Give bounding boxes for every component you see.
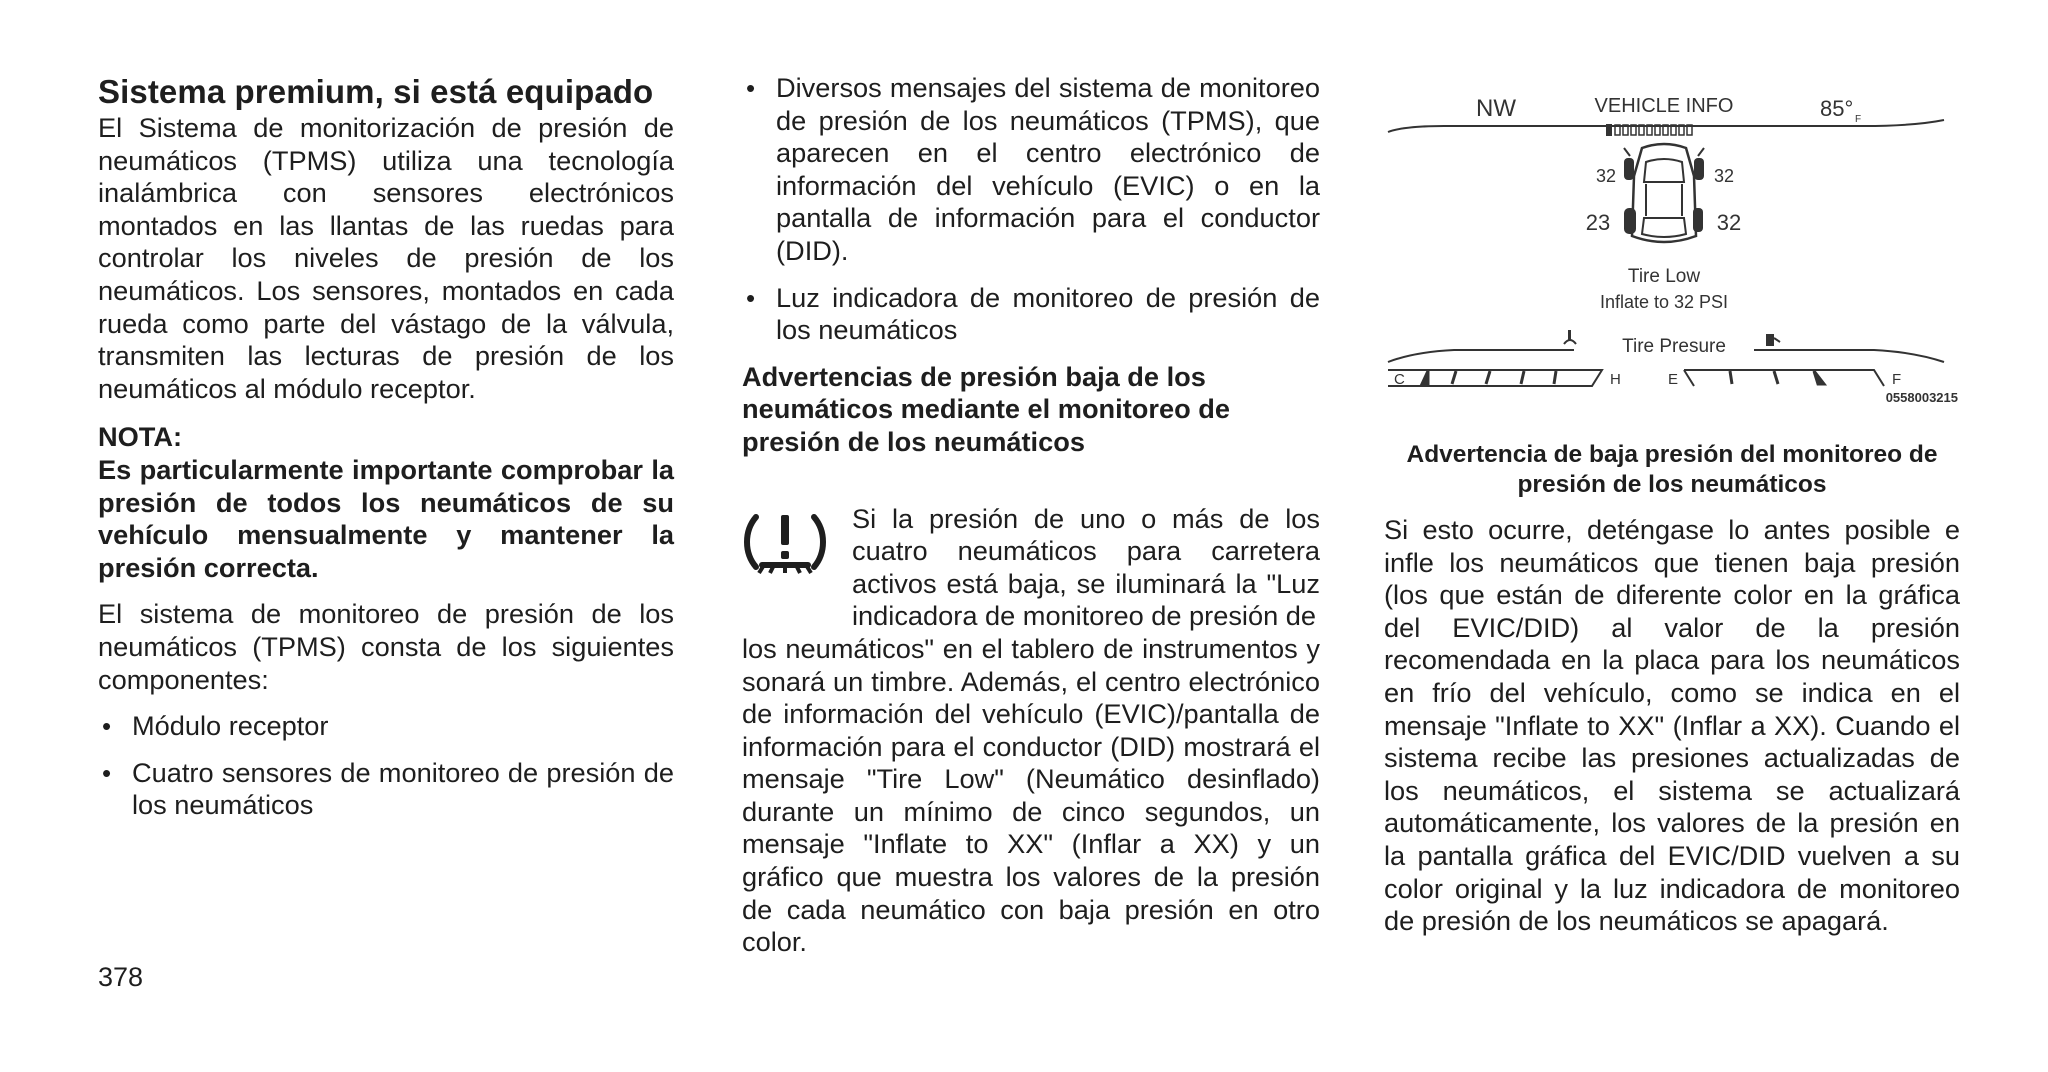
evic-display-illustration [1384, 86, 1960, 416]
list-item: • Diversos mensajes del sistema de monitoreo de presión de los neumáticos (TPMS), que aparecen en el centro electrónico de información del vehículo (EVIC) o en la pantalla de información para el conductor (DID). [742, 72, 1320, 268]
list-item: • Módulo receptor [98, 710, 674, 743]
message-inflate: Inflate to 32 PSI [1599, 292, 1729, 312]
gauge-empty-label: E [1668, 371, 1679, 388]
gauge-full-label: F [1892, 371, 1902, 388]
note-label: NOTA: [98, 421, 183, 453]
components-list-continued [742, 72, 1320, 347]
temperature: 85° [1820, 96, 1854, 121]
car-icon [1624, 144, 1704, 242]
intro-paragraph: El Sistema de monitorización de presión de neumáticos (TPMS) utiliza una tecnología inalámbrica con sensores electrónicos montados en las llantas de las ruedas para controlar los niveles de presión de los neumáticos. Los sensores, montados en cada rueda como parte del vástago de la válvula, transmiten las lecturas de presión de los neumáticos al módulo receptor. [98, 112, 674, 404]
list-item: • Cuatro sensores de monitoreo de presión de los neumáticos [98, 757, 674, 822]
note-text: Es particularmente importante comprobar la presión de todos los neumáticos de su vehículo mensualmente y mantener la presión correcta. [98, 453, 674, 583]
tire-pressure-warning-icon [742, 507, 828, 579]
fuel-gauge [1684, 370, 1884, 386]
temperature-unit: F [1855, 114, 1862, 125]
message-tire-low: Tire Low [1627, 266, 1701, 287]
pressure-rear-right: 32 [1716, 210, 1742, 235]
page-number: 378 [98, 962, 144, 992]
column-left [98, 72, 674, 822]
components-intro: El sistema de monitoreo de presión de los neumáticos (TPMS) consta de los siguientes componentes: [98, 598, 674, 695]
gauge-cold-label: C [1394, 371, 1405, 388]
tire-pressure-small-icon [1564, 330, 1576, 344]
evic-display-figure [1384, 86, 1960, 416]
tire-pressure-label: Tire Presure [1622, 336, 1726, 357]
warning-block [742, 503, 1320, 633]
temperature-gauge [1388, 370, 1602, 386]
compass-heading: NW [1476, 95, 1516, 122]
fuel-pump-icon [1766, 334, 1780, 346]
section-heading: Sistema premium, si está equipado [98, 73, 654, 110]
right-paragraph: Si esto ocurre, deténgase lo antes posible e infle los neumáticos que tienen baja presión (los que están de diferente color en la gráfica del EVIC/DID) al valor de la presión recomendada en la placa para los neumáticos en frío del vehículo, como se indica en el mensaje "Inflate to XX" (Inflar a XX). Cuando el sistema recibe las presiones actualizadas de los neumáticos, el sistema se actualizará automáticamente, los valores de la presión en la pantalla gráfica del EVIC/DID vuelven a su color original y la luz indicadora de monitoreo de presión de los neumáticos se apagará. [1384, 514, 1960, 937]
warning-text: Si la presión de uno o más de los cuatro neumáticos para carretera activos está baja, se iluminará la "Luz indicadora de monitoreo de presión de [852, 502, 1320, 632]
pressure-front-right: 32 [1713, 166, 1735, 186]
components-list [98, 710, 674, 822]
list-item: • Luz indicadora de monitoreo de presión de los neumáticos [742, 282, 1320, 347]
figure-caption: Advertencia de baja presión del monitoreo de presión de los neumáticos [1406, 441, 1938, 498]
column-right [1384, 86, 1960, 938]
figure-code: 0558003215 [1885, 390, 1958, 405]
column-middle [742, 72, 1320, 959]
gauge-hot-label: H [1610, 371, 1621, 388]
subheading: Advertencias de presión baja de los neumáticos mediante el monitoreo de presión de los neumáticos [742, 360, 1230, 457]
display-title: VEHICLE INFO [1594, 95, 1734, 117]
pressure-front-left: 32 [1595, 166, 1617, 186]
warning-text-continued: los neumáticos" en el tablero de instrumentos y sonará un timbre. Además, el centro electrónico de información del vehículo (EVIC)/pantalla de información para el conductor (DID) mostrará el mensaje "Tire Low" (Neumático desinflado) durante un mínimo de cinco segundos, un mensaje "Inflate to XX" (Inflar a XX) y un gráfico que muestra los valores de la presión de cada neumático con baja presión en otro color. [742, 632, 1320, 958]
pressure-rear-left: 23 [1585, 210, 1611, 235]
